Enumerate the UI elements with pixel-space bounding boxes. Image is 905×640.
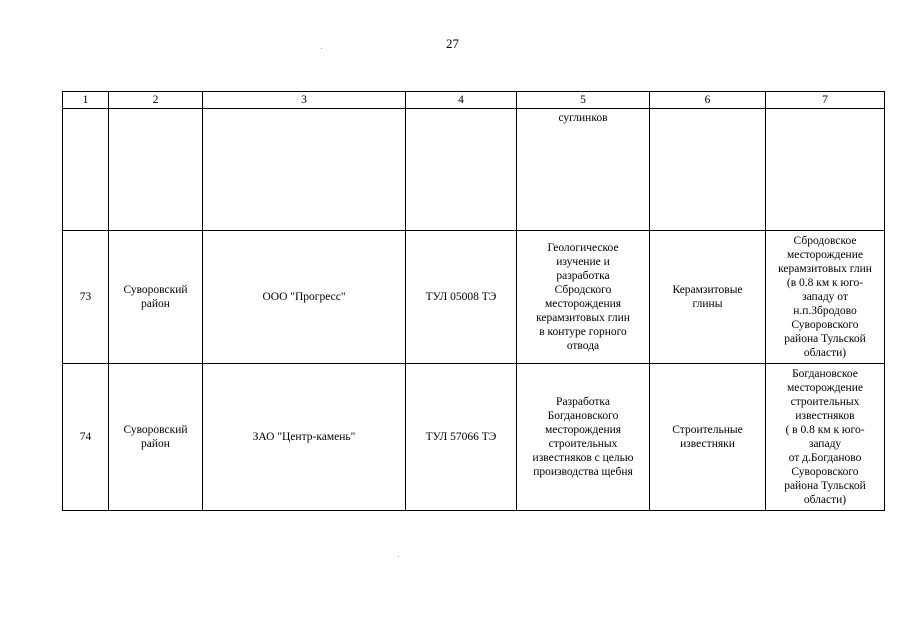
scan-speck <box>321 48 322 49</box>
table-row <box>63 364 885 511</box>
column-header: 3 <box>203 92 406 109</box>
column-header: 1 <box>63 92 109 109</box>
column-header: 6 <box>650 92 766 109</box>
scan-speck <box>398 556 399 557</box>
license-table <box>62 91 885 511</box>
column-header: 2 <box>109 92 203 109</box>
table-cell <box>63 109 109 231</box>
mineral-cell: Керамзитовые глины <box>650 231 766 364</box>
row-number-cell: 74 <box>63 364 109 511</box>
license-cell: ТУЛ 05008 ТЭ <box>406 231 517 364</box>
table-cell <box>406 109 517 231</box>
location-cell: Сбродовское месторождение керамзитовых глин (в 0.8 км к юго- западу от н.п.Збродово Суворовского района Тульской области) <box>766 231 885 364</box>
table-row <box>63 231 885 364</box>
column-number-row <box>63 92 885 109</box>
district-cell: Суворовский район <box>109 231 203 364</box>
page-number: 27 <box>446 36 459 51</box>
row-number-cell: 73 <box>63 231 109 364</box>
table-row-continuation <box>63 109 885 231</box>
location-cell: Богдановское месторождение строительных известняков ( в 0.8 км к юго- западу от д.Богданово Суворовского района Тульской области) <box>766 364 885 511</box>
company-cell: ЗАО "Центр-камень" <box>203 364 406 511</box>
table-cell <box>109 109 203 231</box>
table-cell <box>203 109 406 231</box>
table-cell <box>766 109 885 231</box>
district-cell: Суворовский район <box>109 364 203 511</box>
mineral-cell: Строительные известняки <box>650 364 766 511</box>
purpose-cell: Геологическое изучение и разработка Сбродского месторождения керамзитовых глин в контуре горного отвода <box>517 231 650 364</box>
column-header: 7 <box>766 92 885 109</box>
purpose-cell: Разработка Богдановского месторождения строительных известняков с целью производства щебня <box>517 364 650 511</box>
license-cell: ТУЛ 57066 ТЭ <box>406 364 517 511</box>
column-header: 4 <box>406 92 517 109</box>
company-cell: ООО "Прогресс" <box>203 231 406 364</box>
column-header: 5 <box>517 92 650 109</box>
table-cell <box>650 109 766 231</box>
purpose-cell: суглинков <box>517 109 650 231</box>
